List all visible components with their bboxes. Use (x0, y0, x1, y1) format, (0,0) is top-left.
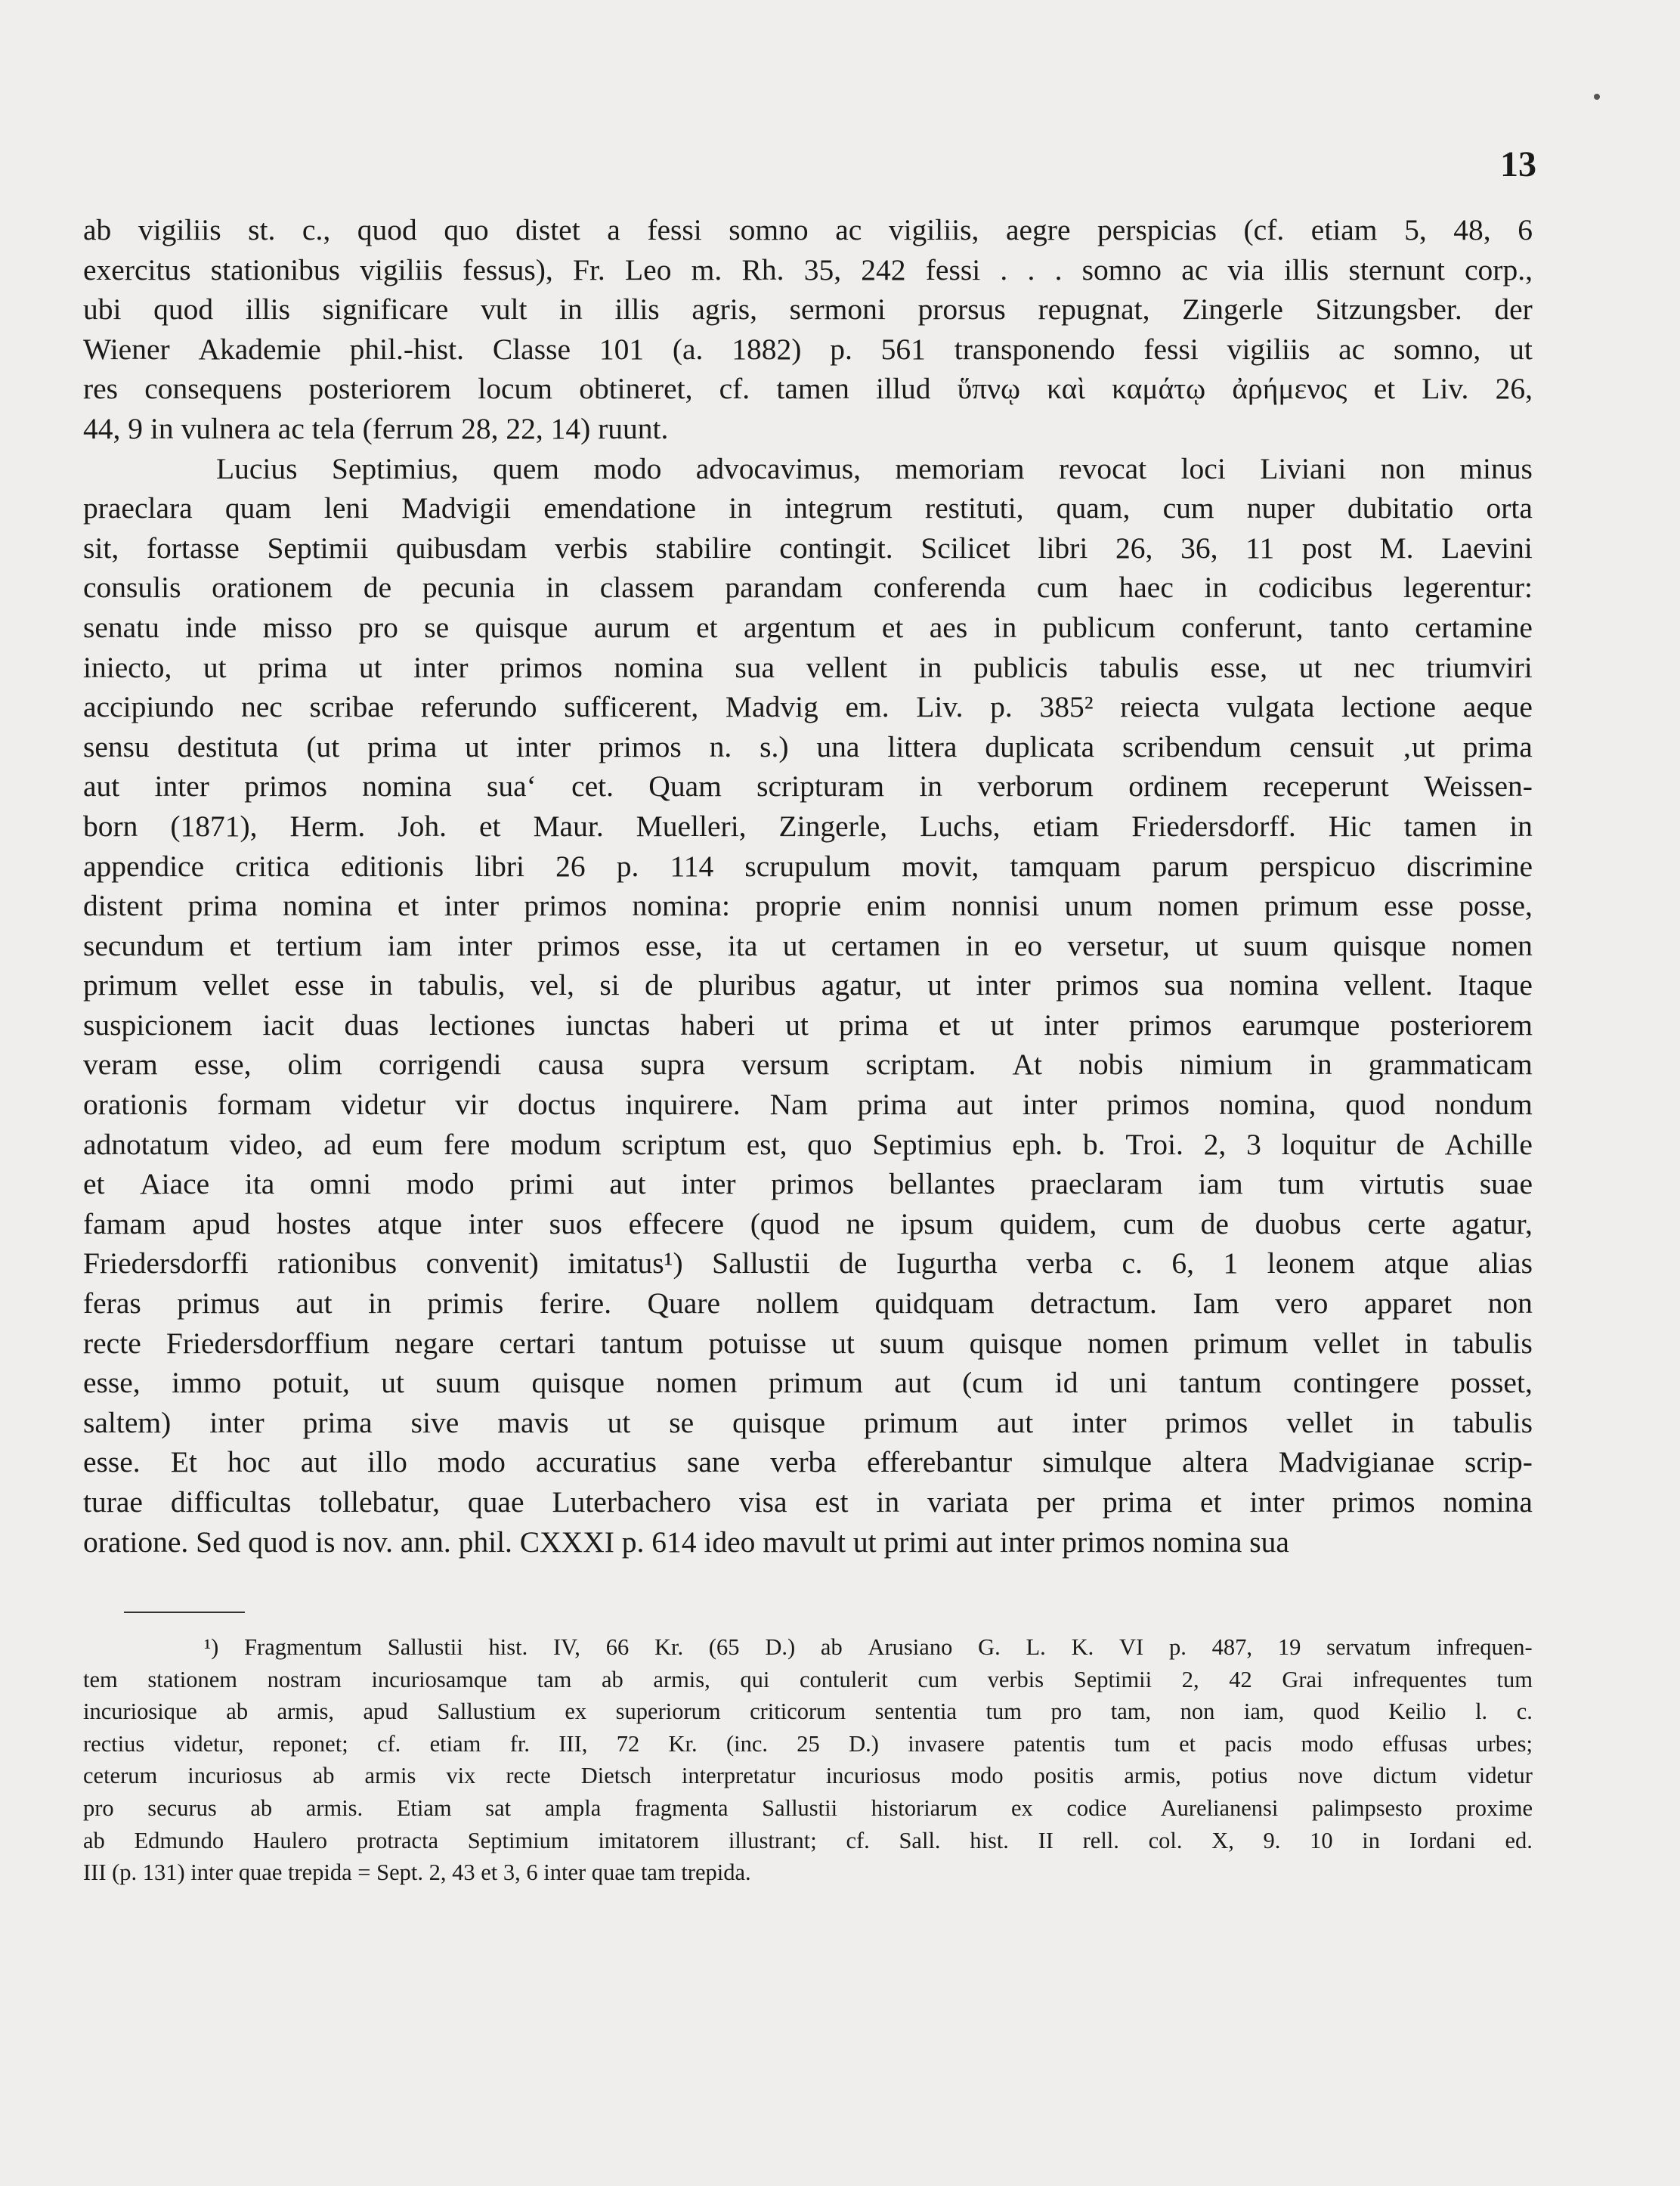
text-line: feras primus aut in primis ferire. Quare nollem quidquam detractum. Iam vero apparet non (83, 1287, 1533, 1321)
text-line: aut inter primos nomina sua‘ cet. Quam scripturam in verborum ordinem receperunt Weissen- (83, 769, 1533, 803)
footnote-line: rectius videtur, reponet; cf. etiam fr. III, 72 Kr. (inc. 25 D.) invasere patentis tum et pacis modo effusas urbes; (83, 1730, 1533, 1757)
text-line: esse. Et hoc aut illo modo accuratius sane verba efferebantur simulque altera Madvigianae scrip- (83, 1445, 1533, 1479)
text-line: consulis orationem de pecunia in classem parandam conferenda cum haec in codicibus legerentur: (83, 571, 1533, 605)
footnote-line: incuriosique ab armis, apud Sallustium ex superiorum criticorum sententia tum pro tam, non iam, quod Keilio l. c. (83, 1698, 1533, 1725)
text-line: orationis formam videtur vir doctus inquirere. Nam prima aut inter primos nomina, quod nondum (83, 1088, 1533, 1122)
text-line: famam apud hostes atque inter suos effecere (quod ne ipsum quidem, cum de duobus certe agatur, (83, 1206, 1533, 1240)
footnote-line: ¹) Fragmentum Sallustii hist. IV, 66 Kr. (65 D.) ab Arusiano G. L. K. VI p. 487, 19 servatum infrequen- (204, 1634, 1533, 1660)
text-line: saltem) inter prima sive mavis ut se quisque primum aut inter primos vellet in tabulis (83, 1405, 1533, 1439)
text-line: res consequens posteriorem locum obtineret, cf. tamen illud ὕπνῳ καὶ καμάτῳ ἀρήμενος et Liv. 26, (83, 372, 1533, 406)
footnote-line: ceterum incuriosus ab armis vix recte Dietsch interpretatur incuriosus modo positis armis, potius nove dictum videtur (83, 1763, 1533, 1789)
text-line: exercitus stationibus vigiliis fessus), Fr. Leo m. Rh. 35, 242 fessi . . . somno ac via illis sternunt corp., (83, 252, 1533, 286)
text-line: veram esse, olim corrigendi causa supra versum scriptam. At nobis nimium in grammaticam (83, 1048, 1533, 1082)
page-speck (1594, 94, 1600, 100)
text-line: appendice critica editionis libri 26 p. 114 scrupulum movit, tamquam parum perspicuo discrimine (83, 849, 1533, 883)
main-text (83, 210, 1533, 1562)
text-line: distent prima nomina et inter primos nomina: proprie enim nonnisi unum nomen primum esse posse, (83, 889, 1533, 923)
text-line: esse, immo potuit, ut suum quisque nomen primum aut (cum id uni tantum contingere posset, (83, 1366, 1533, 1400)
text-line: Friedersdorffi rationibus convenit) imitatus¹) Sallustii de Iugurtha verba c. 6, 1 leonem atque alias (83, 1246, 1533, 1280)
text-line: senatu inde misso pro se quisque aurum et argentum et aes in publicum conferunt, tanto certamine (83, 610, 1533, 644)
footnote-line: ab Edmundo Haulero protracta Septimium imitatorem illustrant; cf. Sall. hist. II rell. col. X, 9. 10 in Iordani ed. (83, 1827, 1533, 1853)
text-line: turae difficultas tollebatur, quae Luterbachero visa est in variata per prima et inter primos nomina (83, 1485, 1533, 1519)
text-line: ubi quod illis significare vult in illis agris, sermoni prorsus repugnat, Zingerle Sitzungsber. der (83, 293, 1533, 327)
text-line: oratione. Sed quod is nov. ann. phil. CXXXI p. 614 ideo mavult ut primi aut inter primos nomina sua (83, 1525, 1289, 1559)
text-line: iniecto, ut prima ut inter primos nomina sua vellent in publicis tabulis esse, ut nec triumviri (83, 650, 1533, 684)
text-line: Wiener Akademie phil.-hist. Classe 101 (a. 1882) p. 561 transponendo fessi vigiliis ac somno, ut (83, 332, 1533, 366)
text-line: primum vellet esse in tabulis, vel, si de pluribus agatur, ut inter primos sua nomina vellent. Itaque (83, 968, 1533, 1002)
footnote-line: pro securus ab armis. Etiam sat ampla fragmenta Sallustii historiarum ex codice Aurelianensi palimpsesto proxime (83, 1794, 1533, 1821)
footnote-line: III (p. 131) inter quae trepida = Sept. 2, 43 et 3, 6 inter quae tam trepida. (83, 1859, 751, 1886)
text-line: praeclara quam leni Madvigii emendatione in integrum restituti, quam, cum nuper dubitatio orta (83, 491, 1533, 525)
text-line: et Aiace ita omni modo primi aut inter primos bellantes praeclaram iam tum virtutis suae (83, 1167, 1533, 1201)
text-line: 44, 9 in vulnera ac tela (ferrum 28, 22, 14) ruunt. (83, 411, 669, 445)
text-line: suspicionem iacit duas lectiones iunctas haberi ut prima et ut inter primos earumque posteriorem (83, 1008, 1533, 1042)
text-line: recte Friedersdorffium negare certari tantum potuisse ut suum quisque nomen primum vellet in tabulis (83, 1326, 1533, 1360)
page-number: 13 (1500, 144, 1536, 184)
footnotes (83, 1631, 1533, 1889)
text-line: born (1871), Herm. Joh. et Maur. Muelleri, Zingerle, Luchs, etiam Friedersdorff. Hic tamen in (83, 809, 1533, 843)
text-line: adnotatum video, ad eum fere modum scriptum est, quo Septimius eph. b. Troi. 2, 3 loquitur de Achille (83, 1127, 1533, 1161)
text-line: accipiundo nec scribae referundo sufficerent, Madvig em. Liv. p. 385² reiecta vulgata lectione aeque (83, 690, 1533, 724)
text-line: sensu destituta (ut prima ut inter primos n. s.) una littera duplicata scribendum censuit ‚ut prima (83, 729, 1533, 763)
text-line: ab vigiliis st. c., quod quo distet a fessi somno ac vigiliis, aegre perspicias (cf. etiam 5, 48, 6 (83, 213, 1533, 246)
text-line: secundum et tertium iam inter primos esse, ita ut certamen in eo versetur, ut suum quisque nomen (83, 928, 1533, 962)
footnote-line: tem stationem nostram incuriosamque tam ab armis, qui contulerit cum verbis Septimii 2, 42 Grai infrequentes tum (83, 1666, 1533, 1692)
footnote-rule (124, 1612, 245, 1613)
text-line: sit, fortasse Septimii quibusdam verbis stabilire contingit. Scilicet libri 26, 36, 11 post M. Laevini (83, 531, 1533, 565)
text-line: Lucius Septimius, quem modo advocavimus, memoriam revocat loci Liviani non minus (216, 451, 1533, 485)
